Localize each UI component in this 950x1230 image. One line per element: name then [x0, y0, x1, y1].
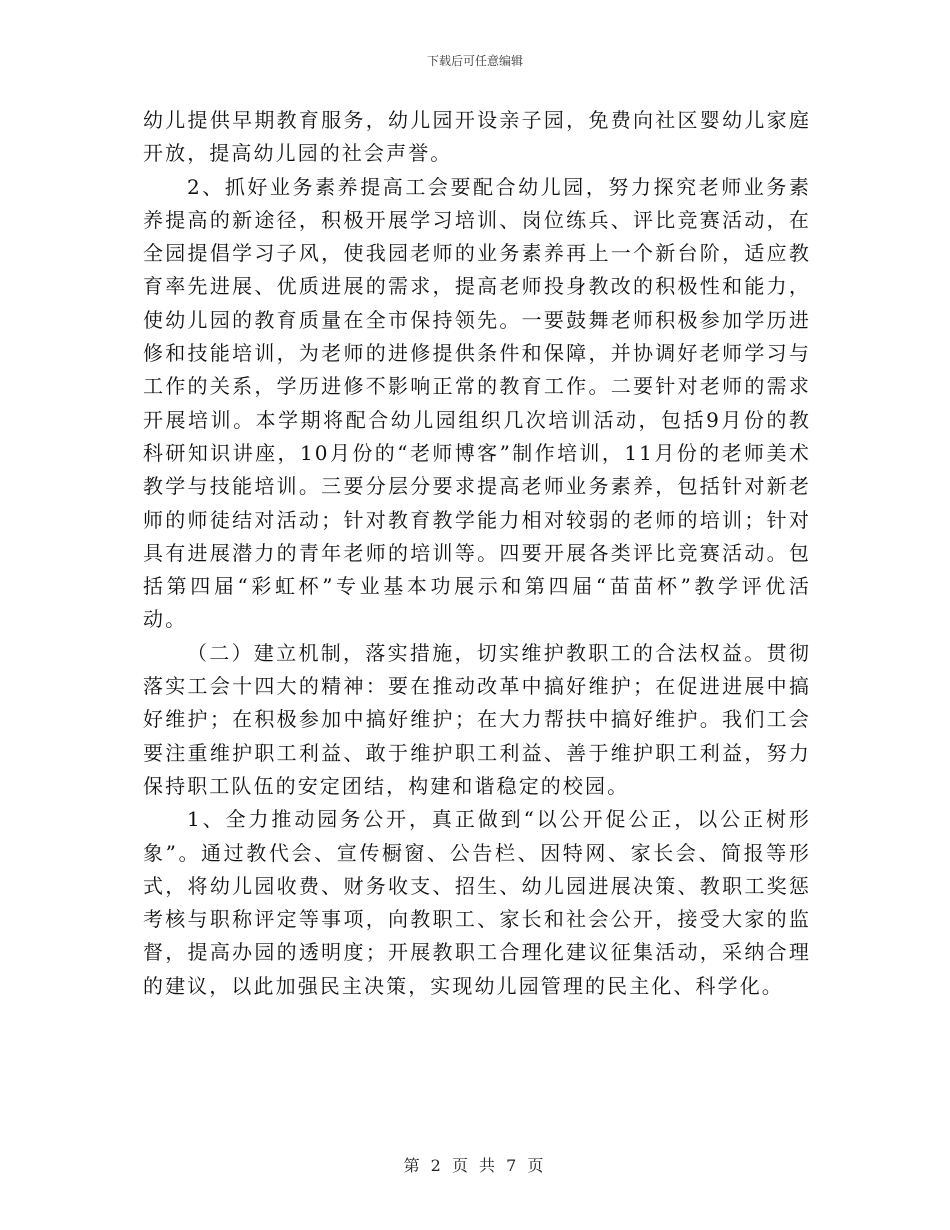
paragraph-continuation: 幼儿提供早期教育服务，幼儿园开设亲子园，免费向社区婴幼儿家庭开放，提高幼儿园的社会声誉。	[143, 108, 811, 166]
paragraph-affairs-disclosure: 1、全力推动园务公开，真正做到“以公开促公正，以公正树形象”。通过教代会、宣传橱窗、公告栏、因特网、家长会、简报等形式，将幼儿园收费、财务收支、招生、幼儿园进展决策、教职工奖惩考核与职称评定等事项，向教职工、家长和社会公开，接受大家的监督，提高办园的透明度；开展教职工合理化建议征集活动，采纳合理的建议，以此加强民主决策，实现幼儿园管理的民主化、科学化。	[143, 807, 811, 998]
page-number: 第 2 页 共 7 页	[403, 1156, 547, 1175]
paragraph-rights-protection: （二）建立机制，落实措施，切实维护教职工的合法权益。贯彻落实工会十四大的精神：要在推动改革中搞好维护；在促进进展中搞好维护；在积极参加中搞好维护；在大力帮扶中搞好维护。我们工会要注重维护职工利益、敢于维护职工利益、善于维护职工利益，努力保持职工队伍的安定团结，构建和谐稳定的校园。	[143, 640, 811, 798]
page-header: 下载后可任意编辑	[426, 54, 523, 68]
paragraph-business-quality: 2、抓好业务素养提高工会要配合幼儿园，努力探究老师业务素养提高的新途径，积极开展学习培训、岗位练兵、评比竞赛活动，在全园提倡学习子风，使我园老师的业务素养再上一个新台阶，适应教育率先进展、优质进展的需求，提高老师投身教改的积极性和能力，使幼儿园的教育质量在全市保持领先。一要鼓舞老师积极参加学历进修和技能培训，为老师的进修提供条件和保障，并协调好老师学习与工作的关系，学历进修不影响正常的教育工作。二要针对老师的需求开展培训。本学期将配合幼儿园组织几次培训活动，包括9月份的教科研知识讲座，10月份的“老师博客”制作培训，11月份的老师美术教学与技能培训。三要分层分要求提高老师业务素养，包括针对新老师的师徒结对活动；针对教育教学能力相对较弱的老师的培训；针对具有进展潜力的青年老师的培训等。四要开展各类评比竞赛活动。包括第四届“彩虹杯”专业基本功展示和第四届“苗苗杯”教学评优活动。	[143, 174, 811, 632]
document-body	[143, 104, 811, 1003]
